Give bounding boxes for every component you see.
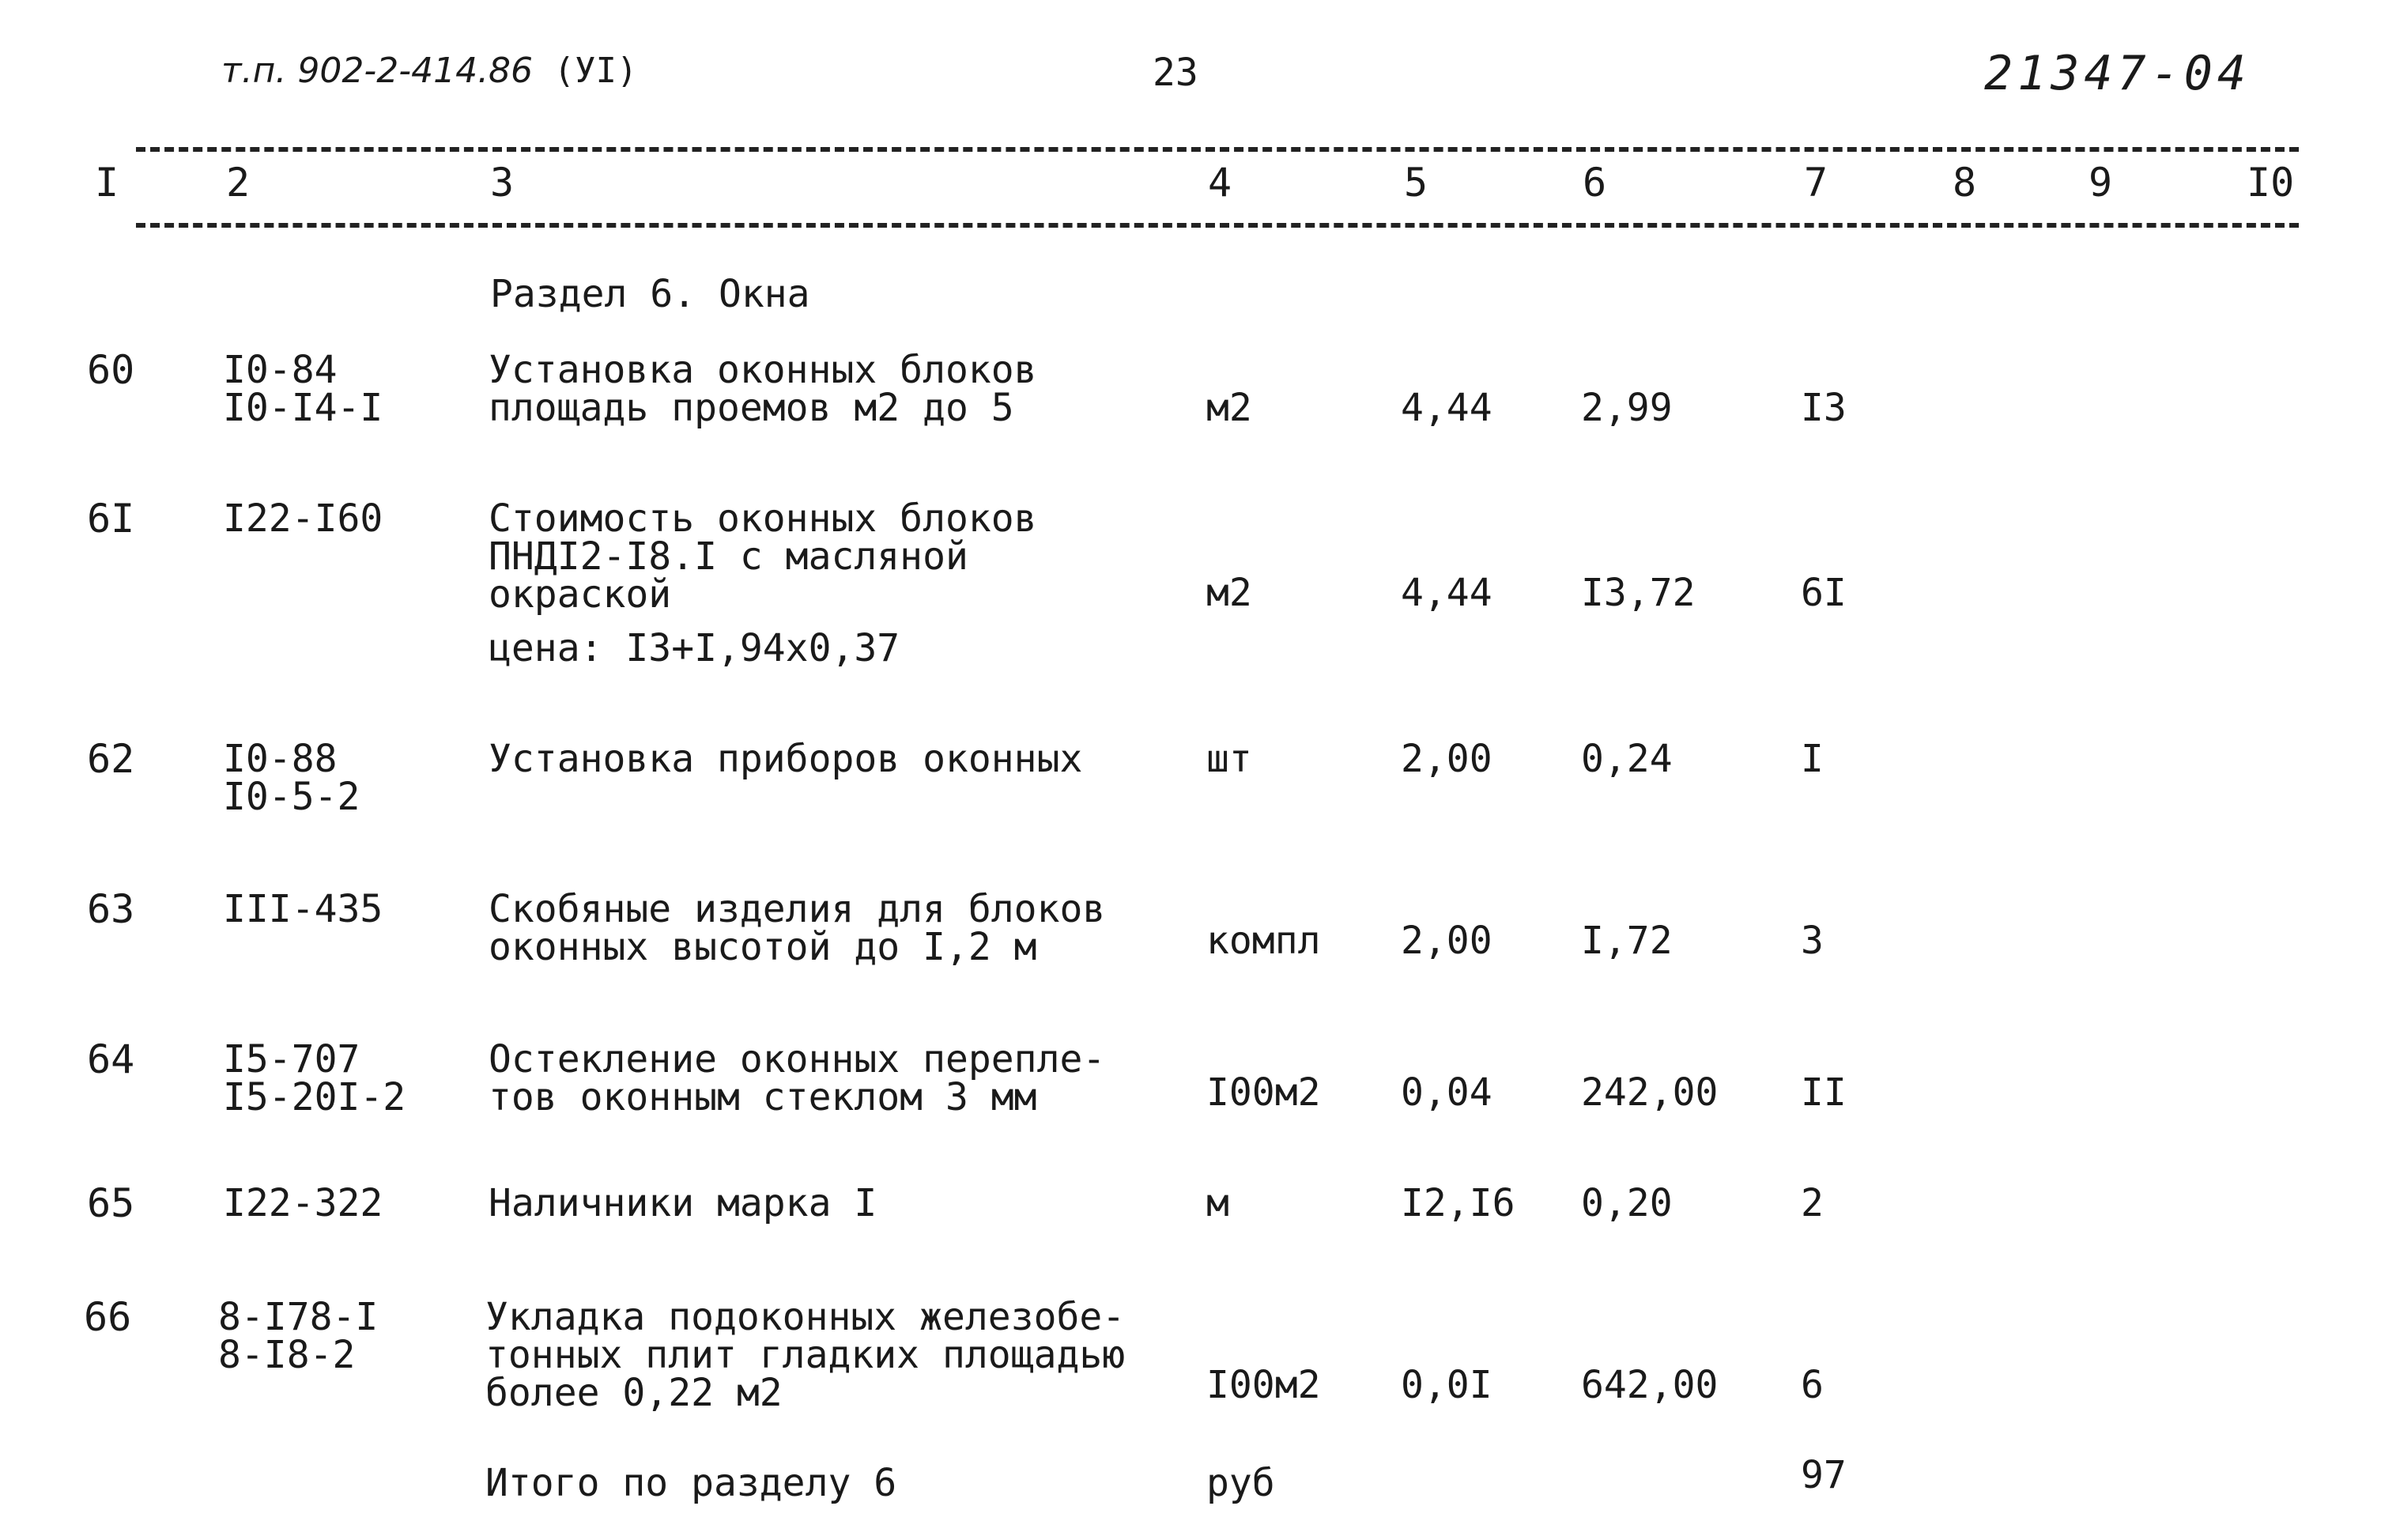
row-number: 66 [84, 1294, 132, 1340]
doc-part: (УI) [553, 51, 638, 91]
row-total: 3 [1801, 919, 1824, 963]
row-qty: 0,0I [1401, 1363, 1492, 1407]
section-title: Раздел 6. Окна [490, 272, 810, 316]
row-qty: I2,I6 [1401, 1181, 1515, 1225]
summary-label: Итого по разделу 6 [485, 1461, 897, 1505]
row-name: Наличники марка I [489, 1181, 877, 1225]
row-total: 2 [1801, 1181, 1824, 1225]
row-code: III-435 [223, 887, 383, 931]
row-number: 65 [87, 1180, 135, 1226]
row-price: 2,99 [1581, 386, 1673, 430]
column-number: 7 [1804, 160, 1828, 206]
row-name: Скобяные изделия для блоков оконных высотой до I,2 м [489, 887, 1106, 969]
row-code: I5-707 I5-20I-2 [223, 1037, 406, 1119]
column-number: 9 [2089, 160, 2113, 206]
row-number: 64 [87, 1036, 135, 1082]
row-price: 0,20 [1581, 1181, 1673, 1225]
row-note: цена: I3+I,94х0,37 [489, 626, 900, 670]
row-code: I0-84 I0-I4-I [223, 348, 383, 430]
row-unit: компл [1206, 919, 1321, 963]
row-price: 0,24 [1581, 737, 1673, 781]
column-number: 6 [1583, 160, 1607, 206]
row-unit: I00м2 [1206, 1070, 1321, 1115]
column-number: 3 [490, 160, 515, 206]
doc-code: т.п. 902-2-414.86 [221, 51, 534, 91]
row-name: Остекление оконных перепле- тов оконным стеклом 3 мм [489, 1037, 1106, 1119]
row-total: I3 [1801, 386, 1847, 430]
row-price: I3,72 [1581, 571, 1696, 615]
row-unit: шт [1206, 737, 1252, 781]
summary-total: 97 [1801, 1453, 1847, 1497]
row-name: Установка оконных блоков площадь проемов м2 до 5 [489, 348, 1037, 430]
row-code: I0-88 I0-5-2 [223, 737, 360, 819]
column-number: 2 [226, 160, 251, 206]
row-number: 60 [87, 347, 135, 393]
row-price: I,72 [1581, 919, 1673, 963]
row-total: 6 [1801, 1363, 1824, 1407]
row-name: Установка приборов оконных [489, 737, 1083, 781]
row-unit: м2 [1206, 386, 1252, 430]
column-number: I0 [2247, 160, 2295, 206]
row-total: II [1801, 1070, 1847, 1115]
column-number: 8 [1953, 160, 1977, 206]
doc-header-left [221, 51, 638, 91]
row-qty: 2,00 [1401, 919, 1492, 963]
row-price: 642,00 [1581, 1363, 1719, 1407]
summary-unit: руб [1206, 1461, 1275, 1505]
row-qty: 4,44 [1401, 571, 1492, 615]
column-number: I [95, 160, 119, 206]
archive-number: 21347-04 [1984, 46, 2251, 101]
header-rule-bottom [136, 223, 2299, 228]
row-number: 62 [87, 736, 135, 782]
row-total: 6I [1801, 571, 1847, 615]
row-unit: I00м2 [1206, 1363, 1321, 1407]
column-number: 5 [1404, 160, 1428, 206]
row-qty: 2,00 [1401, 737, 1492, 781]
row-code: I22-322 [223, 1181, 383, 1225]
row-name: Укладка подоконных железобе- тонных плит гладких площадью более 0,22 м2 [485, 1295, 1126, 1415]
header-rule-top [136, 147, 2299, 152]
row-code: I22-I60 [223, 496, 383, 541]
page-number: 23 [1153, 51, 1198, 95]
row-price: 242,00 [1581, 1070, 1719, 1115]
row-unit: м2 [1206, 571, 1252, 615]
row-name: Стоимость оконных блоков ПНДI2-I8.I с масляной окраской [489, 496, 1037, 617]
row-code: 8-I78-I 8-I8-2 [218, 1295, 379, 1377]
row-total: I [1801, 737, 1824, 781]
row-number: 6I [87, 496, 135, 542]
column-number: 4 [1208, 160, 1232, 206]
row-qty: 0,04 [1401, 1070, 1492, 1115]
row-unit: м [1206, 1181, 1229, 1225]
row-qty: 4,44 [1401, 386, 1492, 430]
row-number: 63 [87, 886, 135, 932]
